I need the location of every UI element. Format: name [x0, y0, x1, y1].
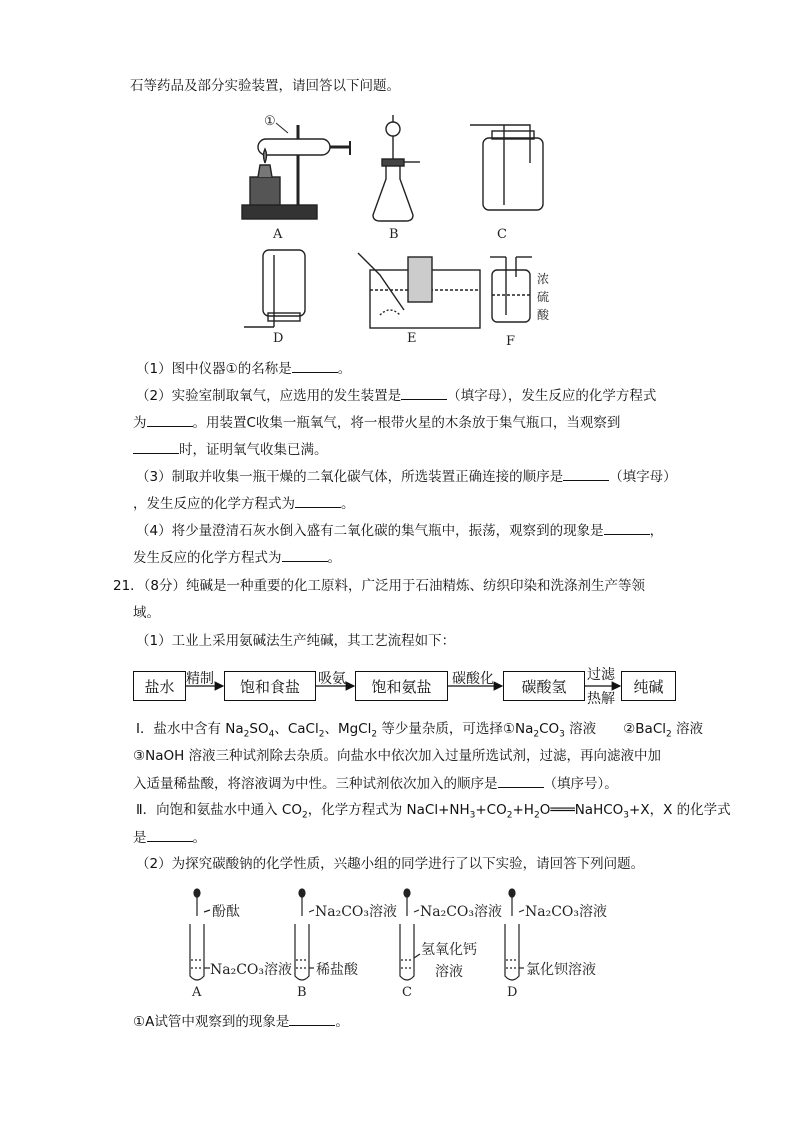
svg-text:C: C — [402, 985, 412, 1000]
q20-part1: （1）图中仪器①的名称是 。 — [136, 358, 351, 379]
tube-b — [295, 889, 314, 980]
answer-blank[interactable] — [289, 1011, 335, 1026]
flow-step: 碳酸化 — [452, 671, 494, 687]
svg-text:Na₂CO₃溶液: Na₂CO₃溶液 — [315, 904, 398, 920]
svg-text:Na₂CO₃溶液: Na₂CO₃溶液 — [525, 904, 608, 920]
q21-ii-line2: 是 。 — [133, 827, 206, 848]
svg-text:Na₂CO₃溶液: Na₂CO₃溶液 — [210, 962, 293, 978]
q21-sub2: （2）为探究碳酸钠的化学性质，兴趣小组的同学进行了以下实验，请回答下列问题。 — [136, 856, 645, 872]
q21-heading-cont: 域。 — [133, 605, 160, 621]
svg-text:酸: 酸 — [537, 308, 550, 322]
flow-box: 纯碱 — [621, 671, 676, 701]
q20-part3-line2: ，发生反应的化学方程式为 。 — [133, 493, 355, 514]
flow-step: 吸氨 — [318, 671, 346, 687]
q21-i-line1: Ⅰ．盐水中含有 $Na_2SO_4$、CaCl$_2$、MgCl$_2$ 等少量杂质，可选择$①Na_2CO_3$ 溶液 ②BaCl$_2$ 溶液 — [136, 721, 704, 740]
q20-part2-line3: 时，证明氧气收集已满。 — [133, 439, 328, 460]
test-tube-figure — [180, 888, 620, 1000]
q20-part4-line2: 发生反应的化学方程式为 。 — [133, 547, 341, 568]
marker-one: ① — [264, 114, 276, 129]
label-b: B — [389, 227, 399, 242]
label-d: D — [273, 331, 284, 346]
q20-part2-line2: 为 。用装置C收集一瓶氧气，将一根带火星的木条放于集气瓶口，当观察到 — [133, 412, 620, 433]
q21-question-a: ①A试管中观察到的现象是 。 — [133, 1011, 349, 1032]
q21-ii-line1: Ⅱ．向饱和氨盐水中通入 $CO_2$，化学方程式为 $NaCl+NH_3+CO_2+H_2O═══NaHCO_3+X$，X 的化学式 — [136, 802, 731, 821]
flow-box: 饱和食盐 — [224, 671, 316, 701]
q21-i-line2: ③NaOH 溶液三种试剂除去杂质。向盐水中依次加入过量所选试剂，过滤，再向滤液中加 — [133, 748, 662, 764]
answer-blank[interactable] — [498, 773, 544, 788]
label-e: E — [407, 331, 417, 346]
svg-text:酚酞: 酚酞 — [212, 904, 240, 920]
svg-text:溶液: 溶液 — [435, 964, 463, 980]
flow-step: 精制 — [186, 671, 214, 687]
label-f: F — [506, 334, 516, 349]
q20-part4-line1: （4）将少量澄清石灰水倒入盛有二氧化碳的集气瓶中，振荡，观察到的现象是 ， — [136, 520, 663, 541]
q20-part3-line1: （3）制取并收集一瓶干燥的二氧化碳气体，所选装置正确连接的顺序是 （填字母） — [136, 466, 677, 487]
svg-text:Na₂CO₃溶液: Na₂CO₃溶液 — [420, 904, 503, 920]
svg-text:稀盐酸: 稀盐酸 — [316, 962, 358, 978]
svg-text:硫: 硫 — [537, 290, 550, 304]
svg-text:A: A — [192, 985, 202, 1000]
tube-c — [400, 889, 420, 980]
label-a: A — [273, 227, 283, 242]
svg-text:D: D — [507, 985, 518, 1000]
svg-text:B: B — [297, 985, 307, 1000]
flow-box: 盐水 — [133, 671, 186, 701]
intro-text: 石等药品及部分实验装置，请回答以下问题。 — [130, 78, 400, 94]
label-c: C — [497, 227, 507, 242]
flow-step: 过滤 — [587, 667, 615, 683]
flow-box: 碳酸氢 — [503, 671, 585, 701]
q20-part2-line1: （2）实验室制取氧气，应选用的发生装置是 （填字母），发生反应的化学方程式 — [136, 385, 656, 406]
svg-text:氯化钡溶液: 氯化钡溶液 — [526, 962, 596, 978]
flow-box: 饱和氨盐 — [355, 671, 448, 701]
tube-d — [505, 889, 524, 980]
svg-text:浓: 浓 — [537, 272, 550, 286]
flow-step: 热解 — [587, 691, 615, 707]
q21-i-line3: 入适量稀盐酸，将溶液调为中性。三种试剂依次加入的顺序是 （填序号）。 — [133, 773, 618, 794]
q21-heading: 21．（8分）纯碱是一种重要的化工原料，广泛用于石油精炼、纺织印染和洗涤剂生产等领 — [113, 578, 646, 594]
svg-text:氢氧化钙: 氢氧化钙 — [421, 942, 477, 958]
q21-sub1: （1）工业上采用氨碱法生产纯碱，其工艺流程如下： — [136, 633, 456, 649]
answer-blank[interactable] — [147, 827, 193, 842]
tube-a — [190, 889, 210, 980]
